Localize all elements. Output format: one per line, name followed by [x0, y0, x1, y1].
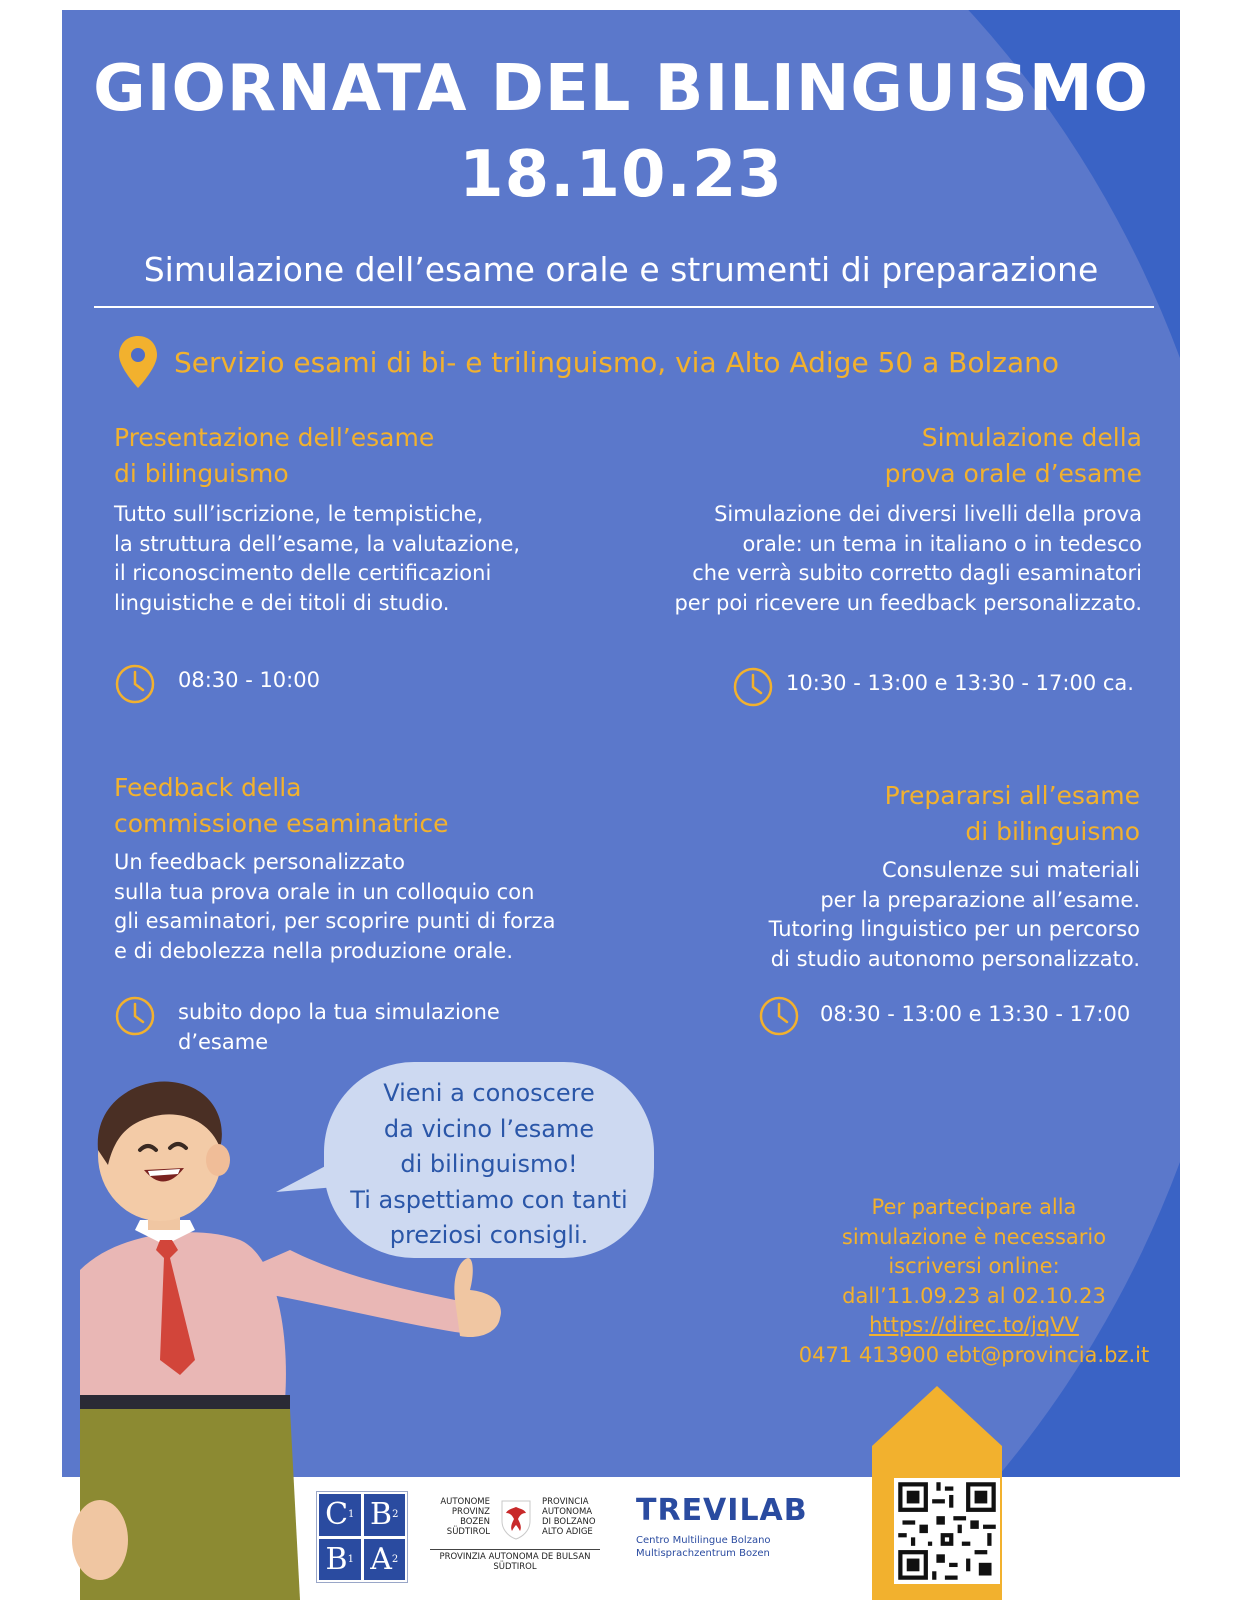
- time-simulazione: [732, 666, 1134, 708]
- letter-sub: 2: [391, 1553, 399, 1565]
- eagle-crest-icon: [496, 1497, 536, 1541]
- prov-line: PROVINCIA: [542, 1497, 589, 1507]
- time-prepararsi: [758, 995, 1130, 1037]
- title-line: Feedback della: [114, 773, 302, 802]
- location: [116, 332, 1059, 392]
- letter: C: [325, 1497, 349, 1533]
- letter: B: [325, 1541, 348, 1577]
- prov-right-text: [542, 1497, 612, 1537]
- title-line: commissione esaminatrice: [114, 809, 449, 838]
- section-title-feedback: [114, 770, 449, 842]
- section-body-presentazione: [114, 500, 520, 618]
- title-line: Presentazione dell’esame: [114, 423, 435, 452]
- provincia-logo: [430, 1497, 600, 1577]
- prov-left-text: [430, 1497, 490, 1537]
- letter: A: [370, 1541, 392, 1577]
- prov-line: SÜDTIROL: [493, 1562, 537, 1572]
- trevilab-subtitle: [636, 1534, 808, 1560]
- section-body-simulazione: [674, 500, 1142, 618]
- prov-line: DI BOLZANO: [542, 1517, 596, 1527]
- body-line: gli esaminatori, per scoprire punti di forza: [114, 909, 556, 933]
- time-presentazione: [114, 663, 320, 705]
- cta-line: Per partecipare alla: [871, 1195, 1077, 1219]
- cbba-letter: [364, 1494, 406, 1536]
- prov-line: BOZEN: [460, 1517, 490, 1527]
- clock-icon: [114, 995, 156, 1037]
- body-line: Tutoring linguistico per un percorso: [768, 917, 1140, 941]
- time-text: 08:30 - 10:00: [178, 668, 320, 692]
- prov-line: AUTONOMA: [542, 1507, 593, 1517]
- body-line: Consulenze sui materiali: [882, 858, 1140, 882]
- section-body-prepararsi: [769, 856, 1140, 974]
- body-line: Un feedback personalizzato: [114, 850, 406, 874]
- prov-line: ALTO ADIGE: [542, 1527, 593, 1537]
- section-title-prepararsi: [885, 778, 1140, 850]
- time-text: 08:30 - 13:00 e 13:30 - 17:00: [820, 1002, 1131, 1026]
- title-line: Prepararsi all’esame: [884, 781, 1140, 810]
- body-line: che verrà subito corretto dagli esaminatori: [692, 561, 1142, 585]
- registration-link[interactable]: https://direc.to/jqVV: [869, 1313, 1079, 1337]
- body-line: orale: un tema in italiano o in tedesco: [742, 531, 1142, 556]
- bubble-line: Ti aspettiamo con tanti: [350, 1185, 628, 1214]
- map-pin-icon: [116, 334, 160, 390]
- location-text: Servizio esami di bi- e trilinguismo, via Alto Adige 50 a Bolzano: [174, 345, 1060, 379]
- registration-info: [794, 1193, 1154, 1370]
- bubble-line: da vicino l’esame: [383, 1114, 595, 1143]
- body-line: Tutto sull’iscrizione, le tempistiche,: [114, 502, 484, 526]
- prov-bottom-text: [430, 1549, 600, 1572]
- letter-sub: 1: [347, 1553, 354, 1565]
- footer-logos: [0, 1477, 1242, 1600]
- clock-icon: [758, 995, 800, 1037]
- letter-sub: 1: [348, 1509, 355, 1521]
- clock-icon: [114, 663, 156, 705]
- section-body-feedback: [114, 848, 556, 966]
- time-text: [178, 997, 500, 1057]
- trevilab-logo: [636, 1493, 808, 1560]
- body-line: il riconoscimento delle certificazioni: [114, 561, 492, 585]
- body-line: per la preparazione all’esame.: [820, 887, 1140, 912]
- cbba-letter: [364, 1539, 406, 1581]
- bubble-line: Vieni a conoscere: [383, 1079, 595, 1107]
- trevilab-name: TREVILAB: [636, 1493, 808, 1528]
- time-feedback: [114, 995, 500, 1057]
- body-line: di studio autonomo personalizzato.: [770, 946, 1140, 971]
- prov-line: PROVINZIA AUTONOMA DE BULSAN: [439, 1552, 591, 1562]
- section-title-simulazione: [885, 420, 1142, 492]
- time-text: 10:30 - 13:00 e 13:30 - 17:00 ca.: [786, 671, 1134, 695]
- page-title: GIORNATA DEL BILINGUISMO: [93, 52, 1149, 126]
- title-line: di bilinguismo: [114, 459, 289, 488]
- body-line: sulla tua prova orale in un colloquio con: [114, 879, 535, 904]
- bubble-line: di bilinguismo!: [400, 1150, 578, 1178]
- section-title-presentazione: [114, 420, 434, 492]
- cta-line: iscriversi online:: [888, 1254, 1060, 1278]
- cbba-letter: [319, 1539, 361, 1581]
- title-line: di bilinguismo: [965, 817, 1140, 846]
- letter-sub: 2: [392, 1509, 399, 1521]
- cbba-logo: [316, 1491, 408, 1583]
- body-line: la struttura dell’esame, la valutazione,: [114, 531, 521, 556]
- body-line: linguistiche e dei titoli di studio.: [114, 590, 450, 615]
- event-date: 18.10.23: [459, 138, 783, 212]
- subtitle: Simulazione dell’esame orale e strumenti di preparazione: [143, 250, 1099, 289]
- bubble-line: preziosi consigli.: [389, 1221, 589, 1249]
- title-line: Simulazione della: [921, 423, 1142, 452]
- clock-icon: [732, 666, 774, 708]
- body-line: e di debolezza nella produzione orale.: [114, 938, 514, 963]
- cbba-letter: [319, 1494, 361, 1536]
- body-line: Simulazione dei diversi livelli della prova: [714, 502, 1142, 526]
- time-line: subito dopo la tua simulazione: [178, 1000, 500, 1024]
- prov-line: AUTONOME: [440, 1497, 490, 1507]
- trevilab-sub-line: Multisprachzentrum Bozen: [636, 1548, 770, 1559]
- letter: B: [370, 1497, 393, 1533]
- divider: [94, 306, 1154, 308]
- cta-line: dall’11.09.23 al 02.10.23: [842, 1283, 1106, 1308]
- trevilab-sub-line: Centro Multilingue Bolzano: [636, 1535, 771, 1546]
- prov-line: PROVINZ: [451, 1507, 490, 1517]
- contact-info: 0471 413900 ebt@provincia.bz.it: [798, 1342, 1150, 1367]
- time-line: d’esame: [178, 1030, 269, 1054]
- prov-line: SÜDTIROL: [446, 1527, 490, 1537]
- cta-line: simulazione è necessario: [841, 1224, 1107, 1249]
- body-line: per poi ricevere un feedback personalizzato.: [674, 590, 1142, 615]
- title-line: prova orale d’esame: [884, 459, 1142, 488]
